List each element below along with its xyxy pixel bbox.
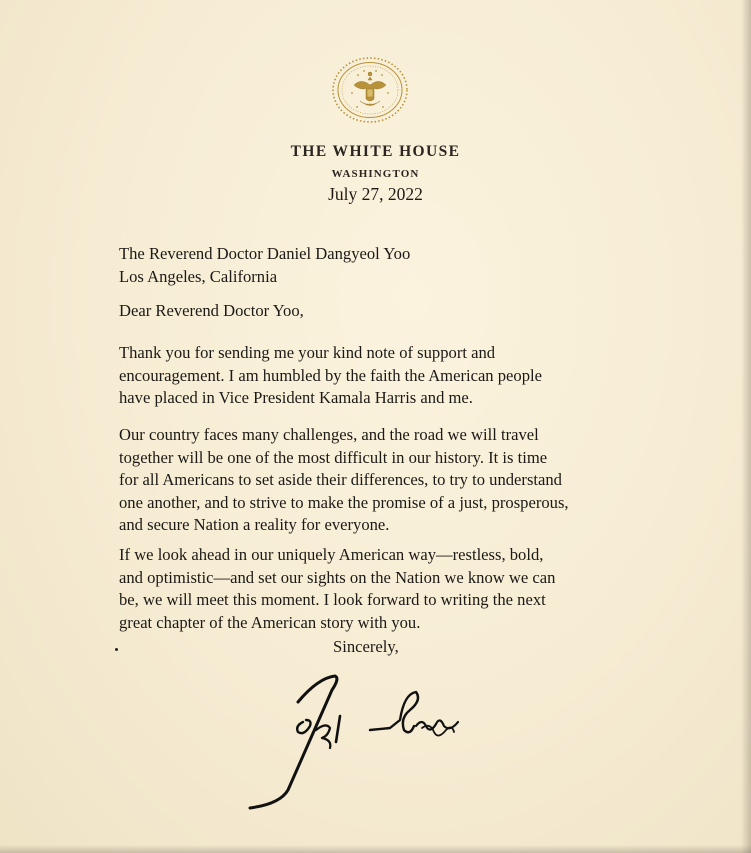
handwritten-signature-icon <box>240 670 470 810</box>
paragraph-line: If we look ahead in our uniquely American way—restless, bold, <box>119 545 544 564</box>
paragraph-line: and optimistic—and set our sights on the Nation we know we can <box>119 567 556 587</box>
paragraph-line: Our country faces many challenges, and the road we will travel <box>119 425 539 444</box>
recipient-address <box>119 243 719 288</box>
paragraph-line: for all Americans to set aside their differences, to try to understand <box>119 470 562 489</box>
paragraph-line: be, we will meet this moment. I look forward to writing the next <box>119 590 546 609</box>
paragraph-line: have placed in Vice President Kamala Harris and me. <box>119 388 473 407</box>
letter-date: July 27, 2022 <box>328 184 423 204</box>
paragraph-line: and secure Nation a reality for everyone. <box>119 515 390 534</box>
paragraph-1 <box>119 342 719 410</box>
paragraph-line: great chapter of the American story with you. <box>119 612 421 632</box>
paper-edge-shadow <box>0 845 751 853</box>
presidential-seal-icon <box>330 55 410 125</box>
salutation: Dear Reverend Doctor Yoo, <box>119 301 304 320</box>
paragraph-line: one another, and to strive to make the promise of a just, prosperous, <box>119 492 569 512</box>
letterhead-title: THE WHITE HOUSE <box>290 143 461 160</box>
paragraph-line: encouragement. I am humbled by the faith the American people <box>119 365 542 385</box>
paper-edge-shadow <box>741 0 751 853</box>
closing: Sincerely, <box>333 637 399 656</box>
stray-dot <box>115 648 118 651</box>
paragraph-2 <box>119 424 719 537</box>
letterhead-city: WASHINGTON <box>331 168 420 180</box>
recipient-name: The Reverend Doctor Daniel Dangyeol Yoo <box>119 244 411 263</box>
paragraph-3 <box>119 544 719 634</box>
recipient-location: Los Angeles, California <box>119 266 278 286</box>
paragraph-line: Thank you for sending me your kind note of support and <box>119 343 496 362</box>
paragraph-line: together will be one of the most difficult in our history. It is time <box>119 447 548 467</box>
